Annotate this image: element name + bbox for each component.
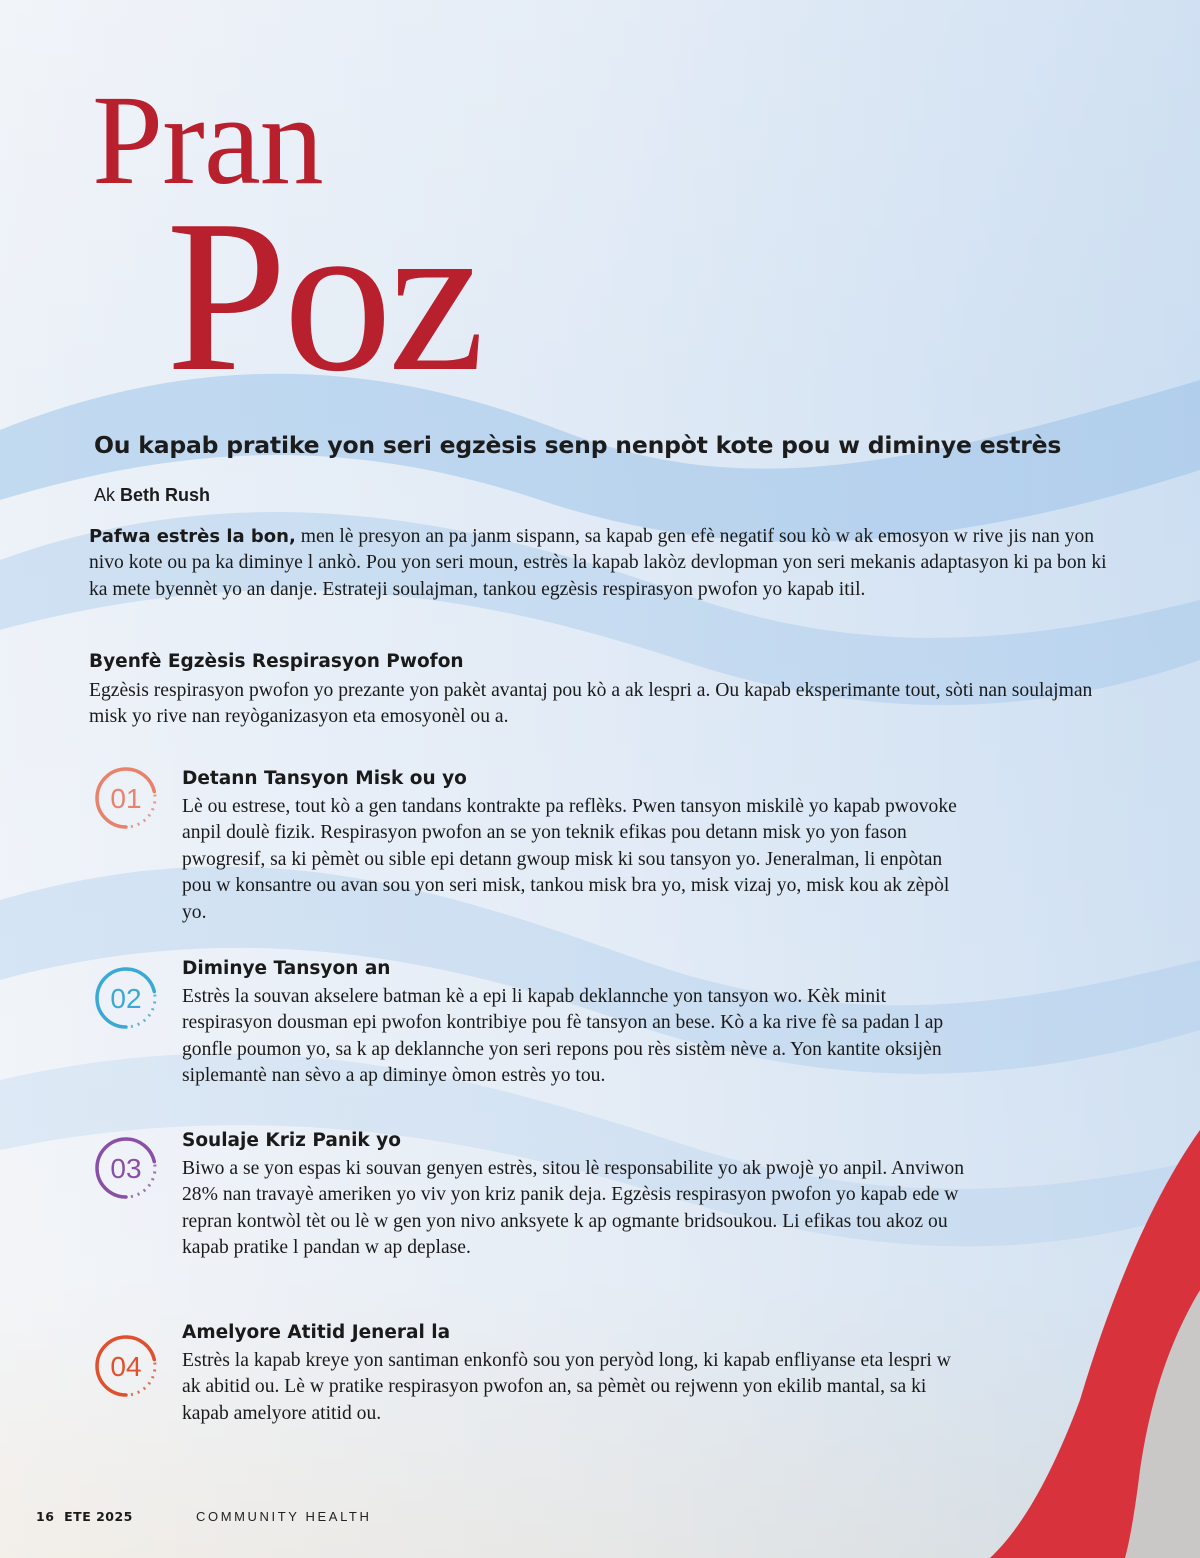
item-text: Estrès la souvan akselere batman kè a epi li kapab deklannche yon tansyon wo. Kèk minit respirasyon dousman epi pwofon kontribiye pou fè tansyon an bese. Kò a ka rive fè sa padan l ap gonfle poumon yo, sa k ap deklannche yon seri repons pou rès sistèm nève a. Yon kantite oksijèn siplemantè nan sèvo a ap diminye òmon estrès yo tou. xyxy=(182,986,944,1087)
item-text: Lè ou estrese, tout kò a gen tandans kontrakte pa reflèks. Pwen tansyon miskilè yo kapab pwovoke anpil doulè fizik. Respirasyon pwofon an se yon teknik efikas pou detann misk yo yon fason pwogresif, sa ki pèmèt ou sible epi detann gwoup misk ki sou tansyon yo. Jeneralman, li enpòtan pou w konsantre ou avan sou yon seri misk, tankou misk bra yo, misk vizaj yo, misk kou ak zèpòl yo. xyxy=(182,796,957,923)
intro-paragraph xyxy=(89,524,1119,603)
intro-text: men lè presyon an pa janm sispann, sa kapab gen efè negatif sou kò w ak emosyon w rive jis nan yon nivo kote ou pa ka diminye l ankò. Pou yon seri moun, estrès la kapab lakòz devlopman yon seri mekanis adaptasyon ki pa bon ki ka mete byennèt yo an danje. Estrateji soulajman, tankou egzèsis respirasyon pwofon yo kapab itil. xyxy=(89,526,1107,600)
intro-lead: Pafwa estrès la bon, xyxy=(89,526,296,547)
title-line-2: Poz xyxy=(166,176,481,417)
article-subtitle: Ou kapab pratike yon seri egzèsis senp nenpòt kote pou w diminye estrès xyxy=(94,431,1062,459)
item-heading: Amelyore Atitid Jeneral la xyxy=(182,1322,451,1343)
byline xyxy=(94,485,210,506)
number-badge-icon xyxy=(90,962,162,1034)
title-line-1: Pran xyxy=(92,69,323,211)
badge-number: 02 xyxy=(110,983,142,1014)
number-badge-icon xyxy=(90,762,162,834)
item-heading: Diminye Tansyon an xyxy=(182,958,391,979)
byline-prefix: Ak xyxy=(94,485,116,505)
item-heading: Detann Tansyon Misk ou yo xyxy=(182,768,467,789)
item-text: Biwo a se yon espas ki souvan genyen estrès, sitou lè responsabilite yo ak pwojè yo anpil. Anviwon 28% nan travayè ameriken yo viv yon kriz panik deja. Egzèsis respirasyon pwofon yo kapab ede w repran kontwòl tèt ou lè w gen yon nivo anksyete k ap ogmante bridsoukou. Li efikas tou akoz ou kapab pratike l pandan w ap deplase. xyxy=(182,1158,964,1259)
badge-number: 04 xyxy=(110,1351,142,1382)
byline-author: Beth Rush xyxy=(120,485,211,505)
number-badge-icon xyxy=(90,1330,162,1402)
item-heading: Soulaje Kriz Panik yo xyxy=(182,1130,401,1151)
benefits-heading: Byenfè Egzèsis Respirasyon Pwofon xyxy=(89,651,464,672)
item-text: Estrès la kapab kreye yon santiman enkonfò sou yon peryòd long, ki kapab enfliyanse eta lespri w ak abitid ou. Lè w pratike respirasyon pwofon an, sa pèmèt ou rejwenn yon ekilib mantal, sa ki kapab amelyore atitid ou. xyxy=(182,1350,951,1424)
page-number: 16 xyxy=(36,1509,55,1524)
badge-number: 03 xyxy=(110,1153,142,1184)
issue-label: ETE 2025 xyxy=(64,1509,133,1524)
benefits-paragraph: Egzèsis respirasyon pwofon yo prezante yon pakèt avantaj pou kò a ak lespri a. Ou kapab eksperimante tout, sòti nan soulajman misk yo rive nan reyòganizasyon eta emosyonèl ou a. xyxy=(89,680,1093,728)
number-badge-icon xyxy=(90,1132,162,1204)
badge-number: 01 xyxy=(110,783,142,814)
publication-name: COMMUNITY HEALTH xyxy=(196,1509,372,1524)
footer-page-info xyxy=(36,1509,133,1524)
